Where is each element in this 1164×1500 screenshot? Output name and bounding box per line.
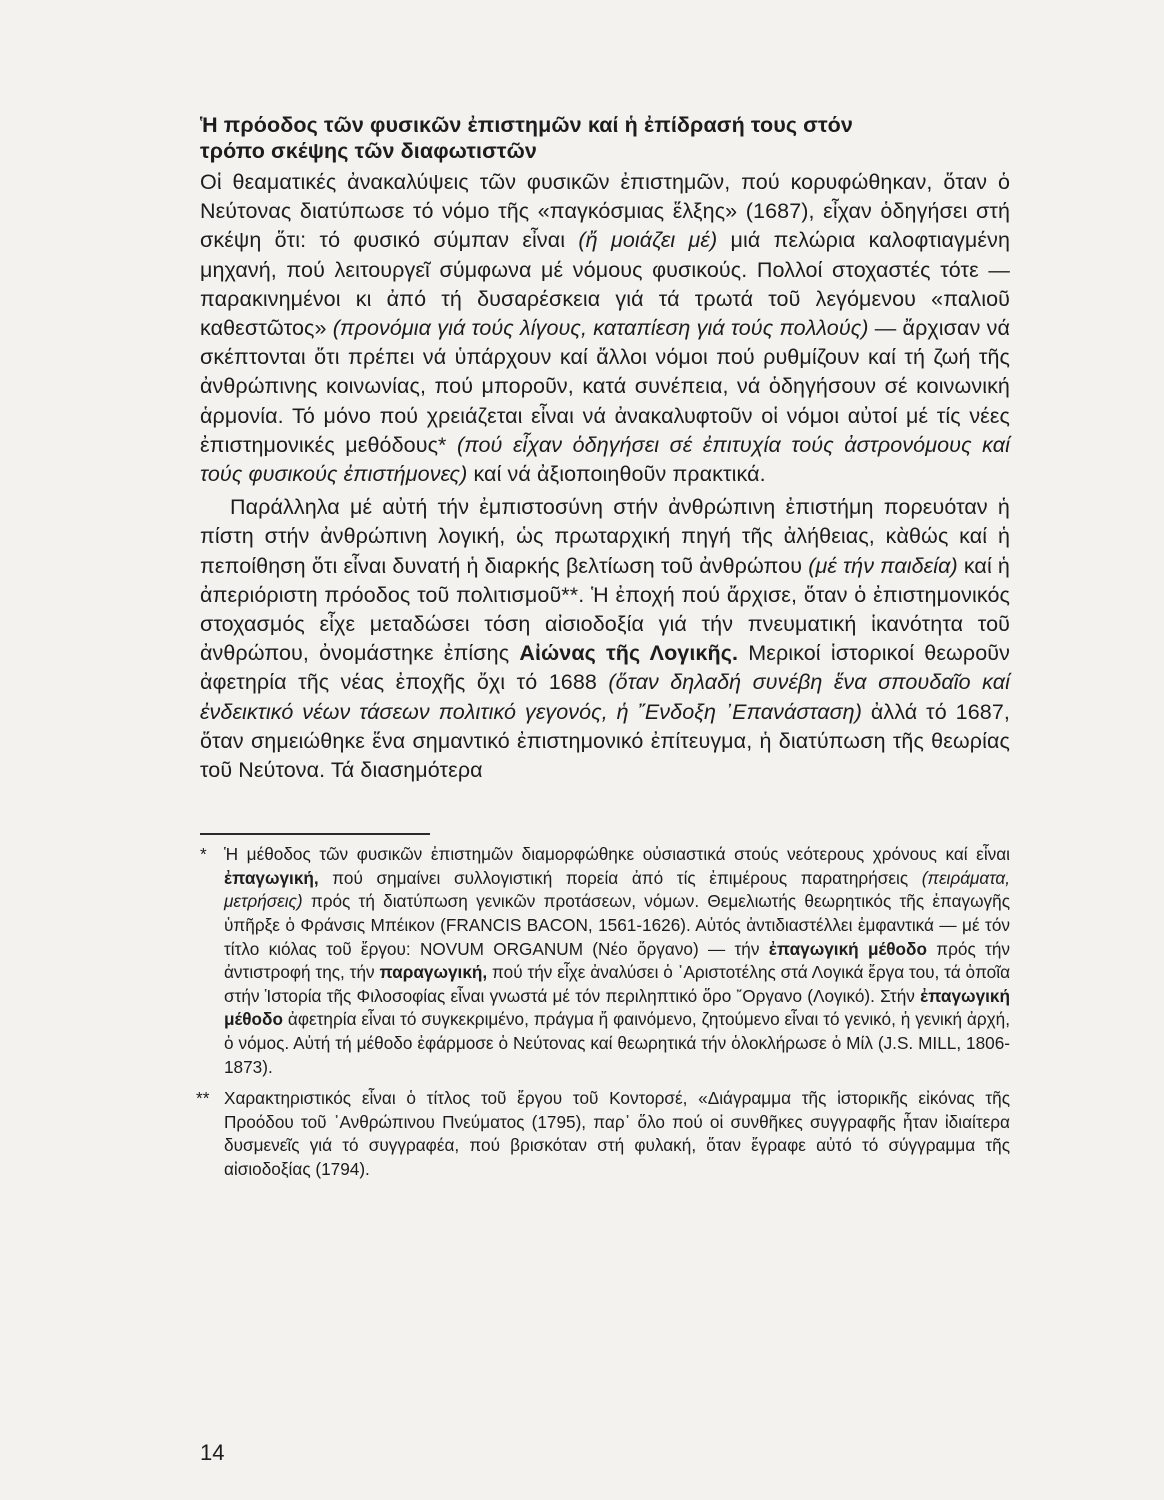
page-content [196,112,1011,1188]
fn1-text-2: πού σημαίνει συλλογιστική πορεία ἀπό τίς ἐπιμέρους παρατηρήσεις [318,867,922,888]
heading-line-1: Ἡ πρόοδος τῶν φυσικῶν ἐπιστημῶν καί ἡ ἐπίδρασή τους στόν [200,113,853,137]
fn1-text-5: πού τήν εἶχε ἀναλύσει ὁ ᾿Αριστοτέλης στά Λογικά ἔργα του, τά ὁποῖα στήν Ἱστορία τῆς Φιλοσοφίας εἶναι γνωστά μέ τόν περιληπτικό ὅρο ῎Οργανο (Λογικό). Στήν [224,962,1011,1006]
fn1-text-1: Ἡ μέθοδος τῶν φυσικῶν ἐπιστημῶν διαμορφώθηκε οὐσιαστικά στούς νεότερους χρόνους καί εἶναι [224,844,1010,865]
p2-italic-1: (μέ τήν παιδεία) [808,553,958,578]
p2-text-2: καί ἡ ἀπεριόριστη πρόοδος τοῦ πολιτισμοῦ**. Ἡ ἐποχή πού ἄρχισε, ὅταν ὁ ἐπιστημονικός στοχασμός εἶχε μεταδώσει τόση αἰσιοδοξία γιά τήν πνευματική ἱκανότητα τοῦ ἀνθρώπου, ὀνομάστηκε ἐπίσης [200,553,1010,666]
paragraph-1 [200,168,1010,489]
p1-italic-2: (προνόμια γιά τούς λίγους, καταπίεση γιά τούς πολλούς) [332,316,869,341]
p2-text-4: ἀλλά τό 1687, ὅταν σημειώθηκε ἕνα σημαντικό ἐπιστημονικό ἐπίτευγμα, ἡ διατύπωση τῆς θεωρίας τοῦ Νεύτονα. Τά διασημότερα [200,699,1010,783]
footnote-2-mark: ** [196,1088,210,1109]
footnote-1 [200,843,1010,1079]
fn1-text-6: ἀφετηρία εἶναι τό συγκεκριμένο, πράγμα ἤ φαινόμενο, ζητούμενο εἶναι τό γενικό, ἡ γενική ἀρχή, ὁ νόμος. Αὐτή τή μέθοδο ἐφάρμοσε ὁ Νεύτονας καί θεωρητικά τήν ὁλοκλήρωσε ὁ Μίλ (J.S. MILL, 1806-1873). [224,1009,1010,1077]
fn1-bold-2: ἐπαγωγική μέθοδο [768,938,927,959]
footnote-divider [200,833,430,835]
p2-italic-2: (ὅταν δηλαδή συνέβη ἕνα σπουδαῖο καί ἐνδεικτικό νέων τάσεων πολιτικό γεγονός, ἡ ῎Ενδοξη ᾿Επανάσταση) [200,670,1010,724]
fn1-text-4: πρός τήν ἀντιστροφή της, τήν [224,938,1010,983]
section-heading [200,112,1010,164]
p2-text-1: Παράλληλα μέ αὐτή τήν ἐμπιστοσύνη στήν ἀνθρώπινη ἐπιστήμη πορευόταν ἡ πίστη στήν ἀνθρώπινη λογική, ὡς πρωταρχική πηγή τῆς ἀλήθειας, κὰθώς καί ἡ πεποίθηση ὅτι εἶναι δυνατή ἡ διαρκής βελτίωση τοῦ ἀνθρώπου [200,495,1010,578]
paragraph-2 [200,493,1010,785]
footnote-2 [196,1087,1010,1181]
p2-text-3: Μερικοί ἱστορικοί θεωροῦν ἀφετηρία τῆς νέας ἐποχῆς ὄχι τό 1688 [200,641,1011,695]
heading-line-2: τρόπο σκέψης τῶν διαφωτιστῶν [200,139,537,163]
fn1-bold-4: ἐπαγωγική μέθοδο [224,985,1010,1030]
p1-italic-3: (πού εἶχαν ὁδηγήσει σέ ἐπιτυχία τούς ἀστρονόμους καί τούς φυσικούς ἐπιστήμονες) [200,432,1010,487]
p1-italic-1: (ἤ μοιάζει μέ) [578,228,718,253]
page-number: 14 [200,1440,225,1465]
p1-text-1: Οἱ θεαματικές ἀνακαλύψεις τῶν φυσικῶν ἐπιστημῶν, πού κορυφώθηκαν, ὅταν ὁ Νεύτονας διατύπωσε τό νόμο τῆς «παγκόσμιας ἕλξης» (1687), εἶχαν ὁδηγήσει στή σκέψη ὅτι: τό φυσικό σύμπαν εἶναι [200,170,1010,253]
p1-text-2: μιά πελώρια καλοφτιαγμένη μηχανή, πού λειτουργεῖ σύμφωνα μέ νόμους φυσικούς. Πολλοί στοχαστές τότε — παρακινημένοι κι ἀπό τή δυσαρέσκεια γιά τά τρωτά τοῦ λεγόμενου «παλιοῦ καθεστῶτος» [200,228,1010,341]
fn1-bold-3: παραγωγική, [379,962,488,983]
fn1-italic-1: (πειράματα, μετρήσεις) [224,867,1010,912]
fn2-text: Χαρακτηριστικός εἶναι ὁ τίτλος τοῦ ἔργου τοῦ Κοντορσέ, «Διάγραμμα τῆς ἱστορικῆς εἰκόνας τῆς Προόδου τοῦ ᾿Ανθρώπινου Πνεύματος (1795), παρ᾿ ὅλο πού οἱ συνθῆκες συγγραφῆς ἦταν ἰδιαίτερα δυσμενεῖς γιά τό συγγραφέα, πού βρισκόταν στή φυλακή, ὅταν ἔγραφε αὐτό τό σύγγραμμα τῆς αἰσιοδοξίας (1794). [224,1088,1010,1179]
p1-text-3: — ἄρχισαν νά σκέπτονται ὅτι πρέπει νά ὑπάρχουν καί ἄλλοι νόμοι πού ρυθμίζουν καί τή ζωή τῆς ἀνθρώπινης κοινωνίας, πού μποροῦν, κατά συνέπεια, νά ὁδηγήσουν σέ κοινωνική ἁρμονία. Τό μόνο πού χρειάζεται εἶναι νά ἀνακαλυφτοῦν οἱ νόμοι αὐτοί μέ τίς νέες ἐπιστημονικές μεθόδους* [200,316,1010,457]
fn1-text-3: πρός τή διατύπωση γενικῶν προτάσεων, νόμων. Θεμελιωτής θεωρητικός τῆς ἐπαγωγῆς ὑπῆρξε ὁ Φράνσις Μπέικον (FRANCIS BACON, 1561-1626). Αὐτός ἀντιδιαστέλλει ἐμφαντικά — μέ τόν τίτλο κιόλας τοῦ ἔργου: NOVUM ORGANUM (Νέο ὄργανο) — τήν [224,891,1010,959]
p1-text-4: καί νά ἀξιοποιηθοῦν πρακτικά. [467,462,766,487]
footnote-1-mark: * [200,844,207,865]
p2-bold-1: Αἰώνας τῆς Λογικῆς. [519,641,739,666]
fn1-bold-1: ἐπαγωγική, [224,867,319,888]
